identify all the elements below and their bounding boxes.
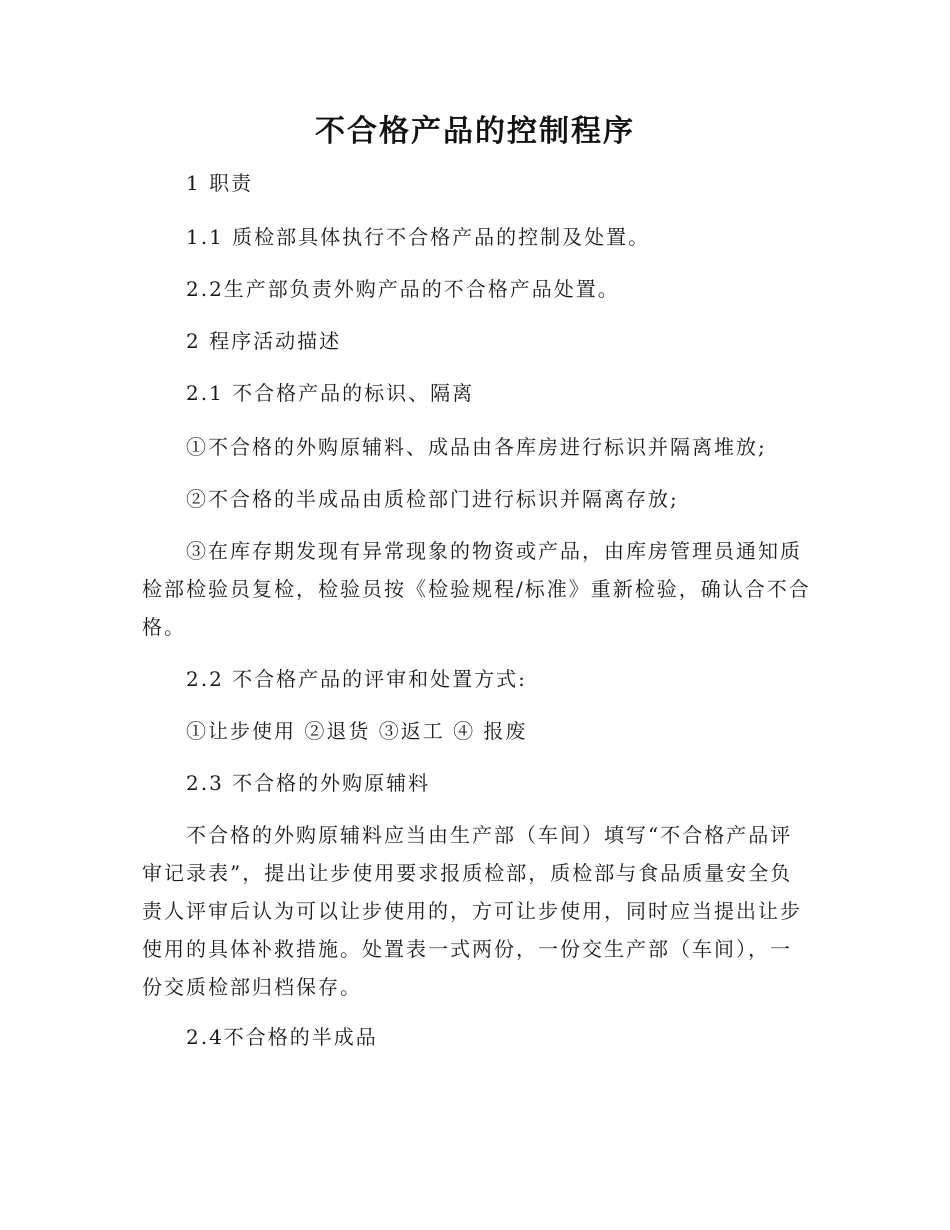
list-item-2: ②不合格的半成品由质检部门进行标识并隔离存放; — [186, 487, 679, 511]
paragraph-2-3-line-2: 审记录表”，提出让步使用要求报质检部，质检部与食品质量安全负 — [142, 861, 793, 885]
list-item-3-line-1: ③在库存期发现有异常现象的物资或产品，由库房管理员通知质 — [186, 539, 802, 563]
list-item-3-line-3: 格。 — [142, 615, 186, 639]
disposal-options: ①让步使用 ②退货 ③返工 ④ 报废 — [186, 719, 528, 743]
list-item-1: ①不合格的外购原辅料、成品由各库房进行标识并隔离堆放; — [186, 435, 767, 459]
clause-2-1-heading: 2.1 不合格产品的标识、隔离 — [186, 381, 475, 405]
section-heading-procedure: 2 程序活动描述 — [186, 329, 342, 353]
paragraph-2-3-line-1: 不合格的外购原辅料应当由生产部（车间）填写“不合格产品评 — [186, 823, 793, 847]
paragraph-2-3-line-5: 份交质检部归档保存。 — [142, 975, 362, 999]
document-title: 不合格产品的控制程序 — [315, 114, 635, 149]
clause-2-3-heading: 2.3 不合格的外购原辅料 — [186, 771, 431, 795]
paragraph-2-3-line-4: 使用的具体补救措施。处置表一式两份，一份交生产部（车间），一 — [142, 937, 792, 961]
paragraph-2-3-line-3: 责人评审后认为可以让步使用的，方可让步使用，同时应当提出让步 — [142, 899, 802, 923]
clause-2-2-heading: 2.2 不合格产品的评审和处置方式: — [186, 667, 527, 691]
section-heading-responsibilities: 1 职责 — [186, 171, 254, 195]
clause-2-4-heading: 2.4不合格的半成品 — [186, 1025, 378, 1049]
list-item-3-line-2: 检部检验员复检，检验员按《检验规程/标准》重新检验，确认合不合 — [142, 577, 811, 601]
clause-2-2-production: 2.2生产部负责外购产品的不合格产品处置。 — [186, 277, 620, 301]
clause-1-1: 1.1 质检部具体执行不合格产品的控制及处置。 — [186, 225, 651, 249]
